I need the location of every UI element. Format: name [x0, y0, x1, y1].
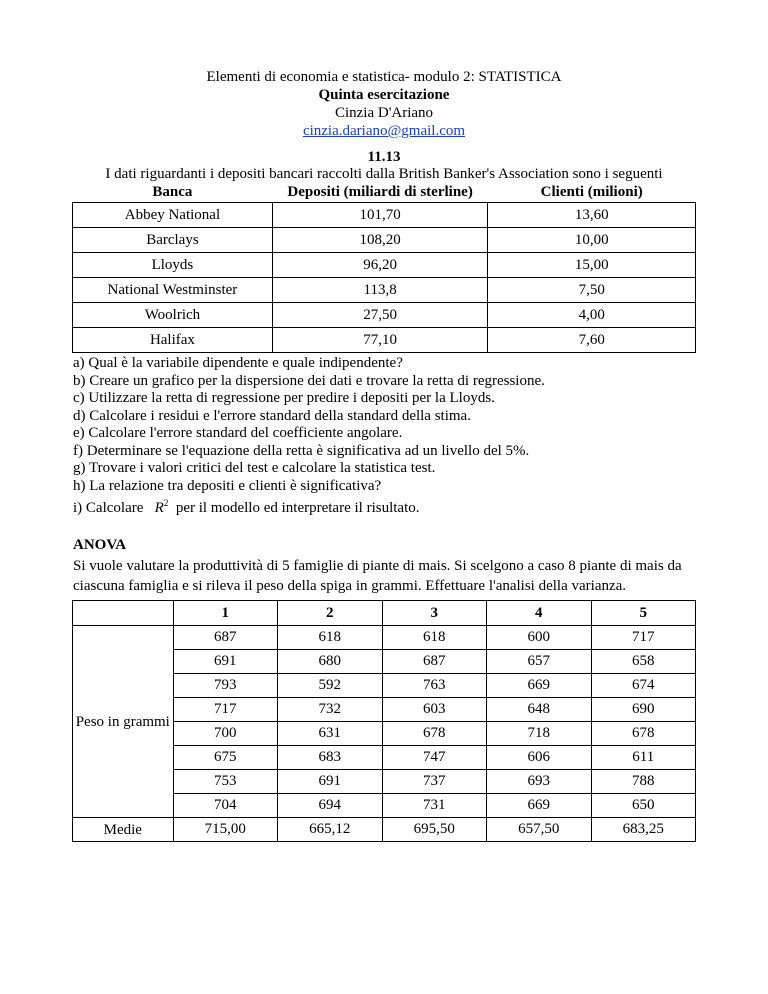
weight-cell: 631 [278, 722, 382, 746]
weight-cell: 704 [173, 794, 277, 818]
weight-cell: 700 [173, 722, 277, 746]
question-suffix: per il modello ed interpretare il risultato. [175, 500, 420, 516]
bank-name-cell: Halifax [73, 328, 273, 353]
question-list [73, 355, 545, 518]
question-item-r-squared [73, 495, 545, 518]
table-row [73, 303, 696, 328]
deposits-cell: 113,8 [272, 278, 488, 303]
weight-cell: 691 [278, 770, 382, 794]
mean-cell: 657,50 [487, 818, 591, 842]
question-item: b) Creare un grafico per la dispersione dei dati e trovare la retta di regressione. [73, 372, 545, 389]
weight-cell: 669 [487, 674, 591, 698]
column-header-family: 3 [382, 601, 486, 626]
clients-cell: 7,50 [488, 278, 696, 303]
table-row [73, 626, 696, 650]
question-item: h) La relazione tra depositi e clienti è significativa? [73, 477, 382, 494]
weight-cell: 618 [382, 626, 486, 650]
weight-cell: 747 [382, 746, 486, 770]
r-exponent: 2 [163, 498, 169, 508]
column-header-family: 5 [591, 601, 696, 626]
deposits-cell: 27,50 [272, 303, 488, 328]
weight-cell: 678 [591, 722, 696, 746]
question-item: d) Calcolare i residui e l'errore standard della standard della stima. [73, 407, 471, 424]
weight-cell: 680 [278, 650, 382, 674]
weight-cell: 683 [278, 746, 382, 770]
clients-cell: 4,00 [488, 303, 696, 328]
weight-cell: 648 [487, 698, 591, 722]
row-label-means: Medie [73, 818, 174, 842]
exercise-number: 11.13 [367, 149, 401, 165]
anova-description: Si vuole valutare la produttività di 5 famiglie di piante di mais. Si scelgono a caso 8 piante di mais da ciascuna famiglia e si rileva il peso della spiga in grammi. Effettuare l'analisi della varianza. [73, 558, 682, 594]
table-row [73, 328, 696, 353]
weight-cell: 737 [382, 770, 486, 794]
mean-cell: 683,25 [591, 818, 696, 842]
bank-name-cell: National Westminster [73, 278, 273, 303]
weight-cell: 592 [278, 674, 382, 698]
column-header-family: 2 [278, 601, 382, 626]
anova-table [72, 600, 696, 842]
clients-cell: 13,60 [488, 203, 696, 228]
weight-cell: 603 [382, 698, 486, 722]
weight-cell: 674 [591, 674, 696, 698]
bank-name-cell: Woolrich [73, 303, 273, 328]
column-header-deposits: Depositi (miliardi di sterline) [287, 183, 473, 200]
table-header-row [73, 182, 696, 203]
table-row [73, 278, 696, 303]
weight-cell: 687 [173, 626, 277, 650]
question-item: g) Trovare i valori critici del test e calcolare la statistica test. [73, 460, 436, 476]
weight-cell: 788 [591, 770, 696, 794]
weight-cell: 718 [487, 722, 591, 746]
author-email-link[interactable]: cinzia.dariano@gmail.com [302, 123, 466, 139]
bank-deposits-table [72, 182, 696, 353]
question-item: c) Utilizzare la retta di regressione per predire i depositi per la Lloyds. [73, 390, 495, 406]
weight-cell: 691 [173, 650, 277, 674]
deposits-cell: 77,10 [272, 328, 488, 353]
weight-cell: 690 [591, 698, 696, 722]
weight-cell: 693 [487, 770, 591, 794]
empty-corner-cell [73, 601, 174, 626]
weight-cell: 675 [173, 746, 277, 770]
weight-cell: 732 [278, 698, 382, 722]
question-item: e) Calcolare l'errore standard del coefficiente angolare. [73, 425, 403, 441]
weight-cell: 731 [382, 794, 486, 818]
bank-name-cell: Abbey National [73, 203, 273, 228]
weight-cell: 793 [173, 674, 277, 698]
weight-cell: 687 [382, 650, 486, 674]
question-item: f) Determinare se l'equazione della retta è significativa ad un livello del 5%. [73, 442, 530, 459]
mean-cell: 715,00 [173, 818, 277, 842]
exercise-intro: I dati riguardanti i depositi bancari raccolti dalla British Banker's Association sono i seguenti [105, 166, 663, 182]
weight-cell: 657 [487, 650, 591, 674]
weight-cell: 678 [382, 722, 486, 746]
clients-cell: 15,00 [488, 253, 696, 278]
weight-cell: 618 [278, 626, 382, 650]
means-row [73, 818, 696, 842]
clients-cell: 10,00 [488, 228, 696, 253]
author-name: Cinzia D'Ariano [334, 105, 434, 121]
anova-title: ANOVA [73, 537, 127, 553]
anova-header-row [73, 601, 696, 626]
table-row [73, 203, 696, 228]
r-symbol: R [154, 500, 164, 516]
column-header-family: 1 [173, 601, 277, 626]
table-row [73, 228, 696, 253]
course-title: Elementi di economia e statistica- modulo 2: STATISTICA [206, 69, 562, 85]
exercise-set-title: Quinta esercitazione [318, 87, 450, 103]
column-header-bank: Banca [152, 183, 193, 200]
weight-cell: 600 [487, 626, 591, 650]
deposits-cell: 108,20 [272, 228, 488, 253]
column-header-clients: Clienti (milioni) [540, 183, 643, 200]
clients-cell: 7,60 [488, 328, 696, 353]
mean-cell: 695,50 [382, 818, 486, 842]
bank-name-cell: Barclays [73, 228, 273, 253]
mean-cell: 665,12 [278, 818, 382, 842]
weight-cell: 753 [173, 770, 277, 794]
document-header [0, 68, 768, 140]
deposits-cell: 101,70 [272, 203, 488, 228]
question-item: a) Qual è la variabile dipendente e quale indipendente? [73, 355, 403, 371]
bank-name-cell: Lloyds [73, 253, 273, 278]
weight-cell: 763 [382, 674, 486, 698]
weight-cell: 658 [591, 650, 696, 674]
weight-cell: 717 [591, 626, 696, 650]
deposits-cell: 96,20 [272, 253, 488, 278]
table-row [73, 253, 696, 278]
column-header-family: 4 [487, 601, 591, 626]
weight-cell: 611 [591, 746, 696, 770]
weight-cell: 694 [278, 794, 382, 818]
weight-cell: 650 [591, 794, 696, 818]
weight-cell: 669 [487, 794, 591, 818]
row-label-weight: Peso in grammi [73, 626, 174, 818]
weight-cell: 606 [487, 746, 591, 770]
question-prefix: i) Calcolare [73, 500, 144, 516]
weight-cell: 717 [173, 698, 277, 722]
